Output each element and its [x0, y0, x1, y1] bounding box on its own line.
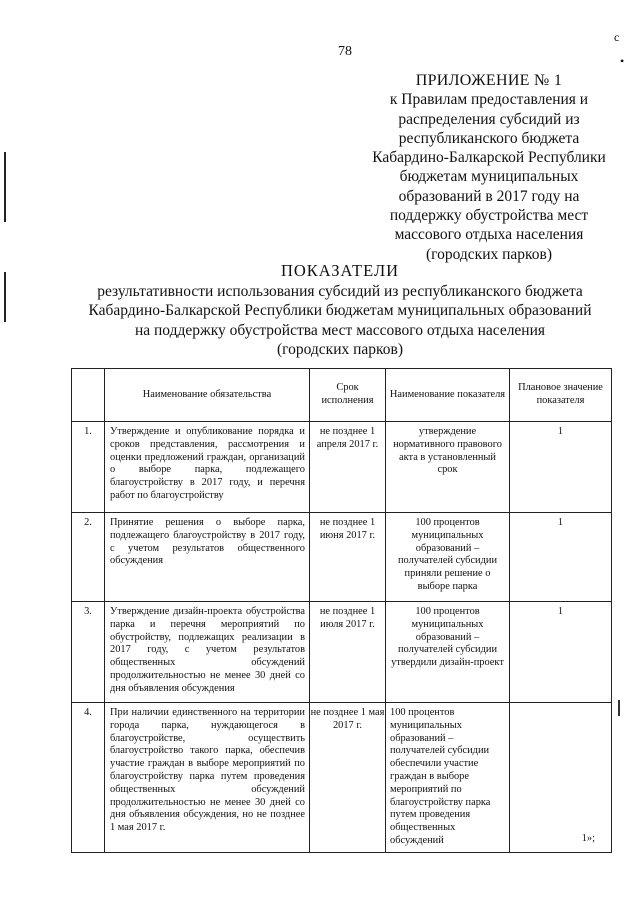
header-term: Срок исполнения [310, 369, 386, 422]
table-header-row [72, 369, 612, 422]
appendix-line: Кабардино-Балкарской Республики [372, 149, 606, 167]
row-indicator: 100 процентов муниципальных образований – получателей субсидии утвердили дизайн-проект [386, 602, 510, 703]
row-obligation: Утверждение и опубликование порядка и сроков представления, рассмотрения и оценки предложений граждан, организаций о выборе парка, подлежащего благоустройству в 2017 году, и перечня работ по благоустройству [105, 422, 310, 513]
row-term: не позднее 1 мая 2017 г. [310, 703, 386, 853]
row-indicator: утверждение нормативного правового акта в установленный срок [386, 422, 510, 513]
scan-margin-tick [618, 700, 620, 716]
header-number [72, 369, 105, 422]
table-row [72, 602, 612, 703]
corner-mark: • [620, 54, 625, 68]
heading-line: результативности использования субсидий из республиканского бюджета [97, 282, 583, 300]
header-value: Плановое значение показателя [510, 369, 612, 422]
appendix-line: бюджетам муниципальных [399, 168, 579, 186]
scan-margin-line [4, 152, 6, 222]
row-number: 3. [72, 602, 105, 703]
table-row [72, 703, 612, 853]
heading-line: (городских парков) [276, 341, 404, 358]
scan-margin-line [4, 272, 6, 322]
row-value: 1 [510, 513, 612, 602]
appendix-block [358, 71, 620, 264]
table-row [72, 513, 612, 602]
appendix-line: (городских парков) [425, 245, 553, 263]
header-obligation: Наименование обязательства [105, 369, 310, 422]
row-term: не позднее 1 июня 2017 г. [310, 513, 386, 602]
table-row [72, 422, 612, 513]
heading-line: Кабардино-Балкарской Республики бюджетам муниципальных образований [88, 302, 592, 319]
row-value: 1»; [510, 703, 612, 853]
header-indicator: Наименование показателя [386, 369, 510, 422]
appendix-line: образований в 2017 году на [398, 187, 580, 205]
row-obligation: При наличии единственного на территории города парка, нуждающегося в благоустройстве, осуществить благоустройство такого парка, обеспечив участие граждан в выборе мероприятий по благоустройству парка путем проведения общественных обсуждений продолжительностью не менее 30 дней со дня объявления обсуждения, но не позднее 1 мая 2017 г. [105, 703, 310, 853]
row-number: 1. [72, 422, 105, 513]
page-number: 78 [338, 44, 352, 59]
indicators-table [71, 368, 612, 853]
heading-title: ПОКАЗАТЕЛИ [280, 261, 400, 280]
appendix-line: распределения субсидий из [398, 110, 580, 128]
appendix-line: поддержку обустройства мест [389, 207, 589, 225]
row-obligation: Утверждение дизайн-проекта обустройства парка и перечня мероприятий по обустройству, подлежащих реализации в 2017 году, с учетом результатов общественных обсуждений продолжительностью не менее 30 дней со дня объявления обсуждения [105, 602, 310, 703]
document-heading [60, 261, 620, 360]
appendix-line: к Правилам предоставления и [389, 91, 589, 109]
corner-mark: с [614, 30, 620, 44]
row-term: не позднее 1 июля 2017 г. [310, 602, 386, 703]
row-obligation: Принятие решения о выборе парка, подлежащего благоустройству в 2017 году, с учетом результатов общественного обсуждения [105, 513, 310, 602]
row-term: не позднее 1 апреля 2017 г. [310, 422, 386, 513]
row-number: 4. [72, 703, 105, 853]
appendix-line: массового отдыха населения [394, 226, 584, 244]
heading-line: на поддержку обустройства мест массового отдыха населения [134, 321, 546, 339]
row-indicator: 100 процентов муниципальных образований – получателей субсидии приняли решение о выборе парка [386, 513, 510, 602]
row-value: 1 [510, 602, 612, 703]
row-indicator: 100 процентов муниципальных образований – получателей субсидии обеспечили участие граждан в выборе мероприятий по благоустройству парка путем проведения общественных обсуждений [386, 703, 510, 853]
row-number: 2. [72, 513, 105, 602]
row-value: 1 [510, 422, 612, 513]
appendix-title: ПРИЛОЖЕНИЕ № 1 [415, 72, 563, 89]
appendix-line: республиканского бюджета [398, 129, 580, 147]
